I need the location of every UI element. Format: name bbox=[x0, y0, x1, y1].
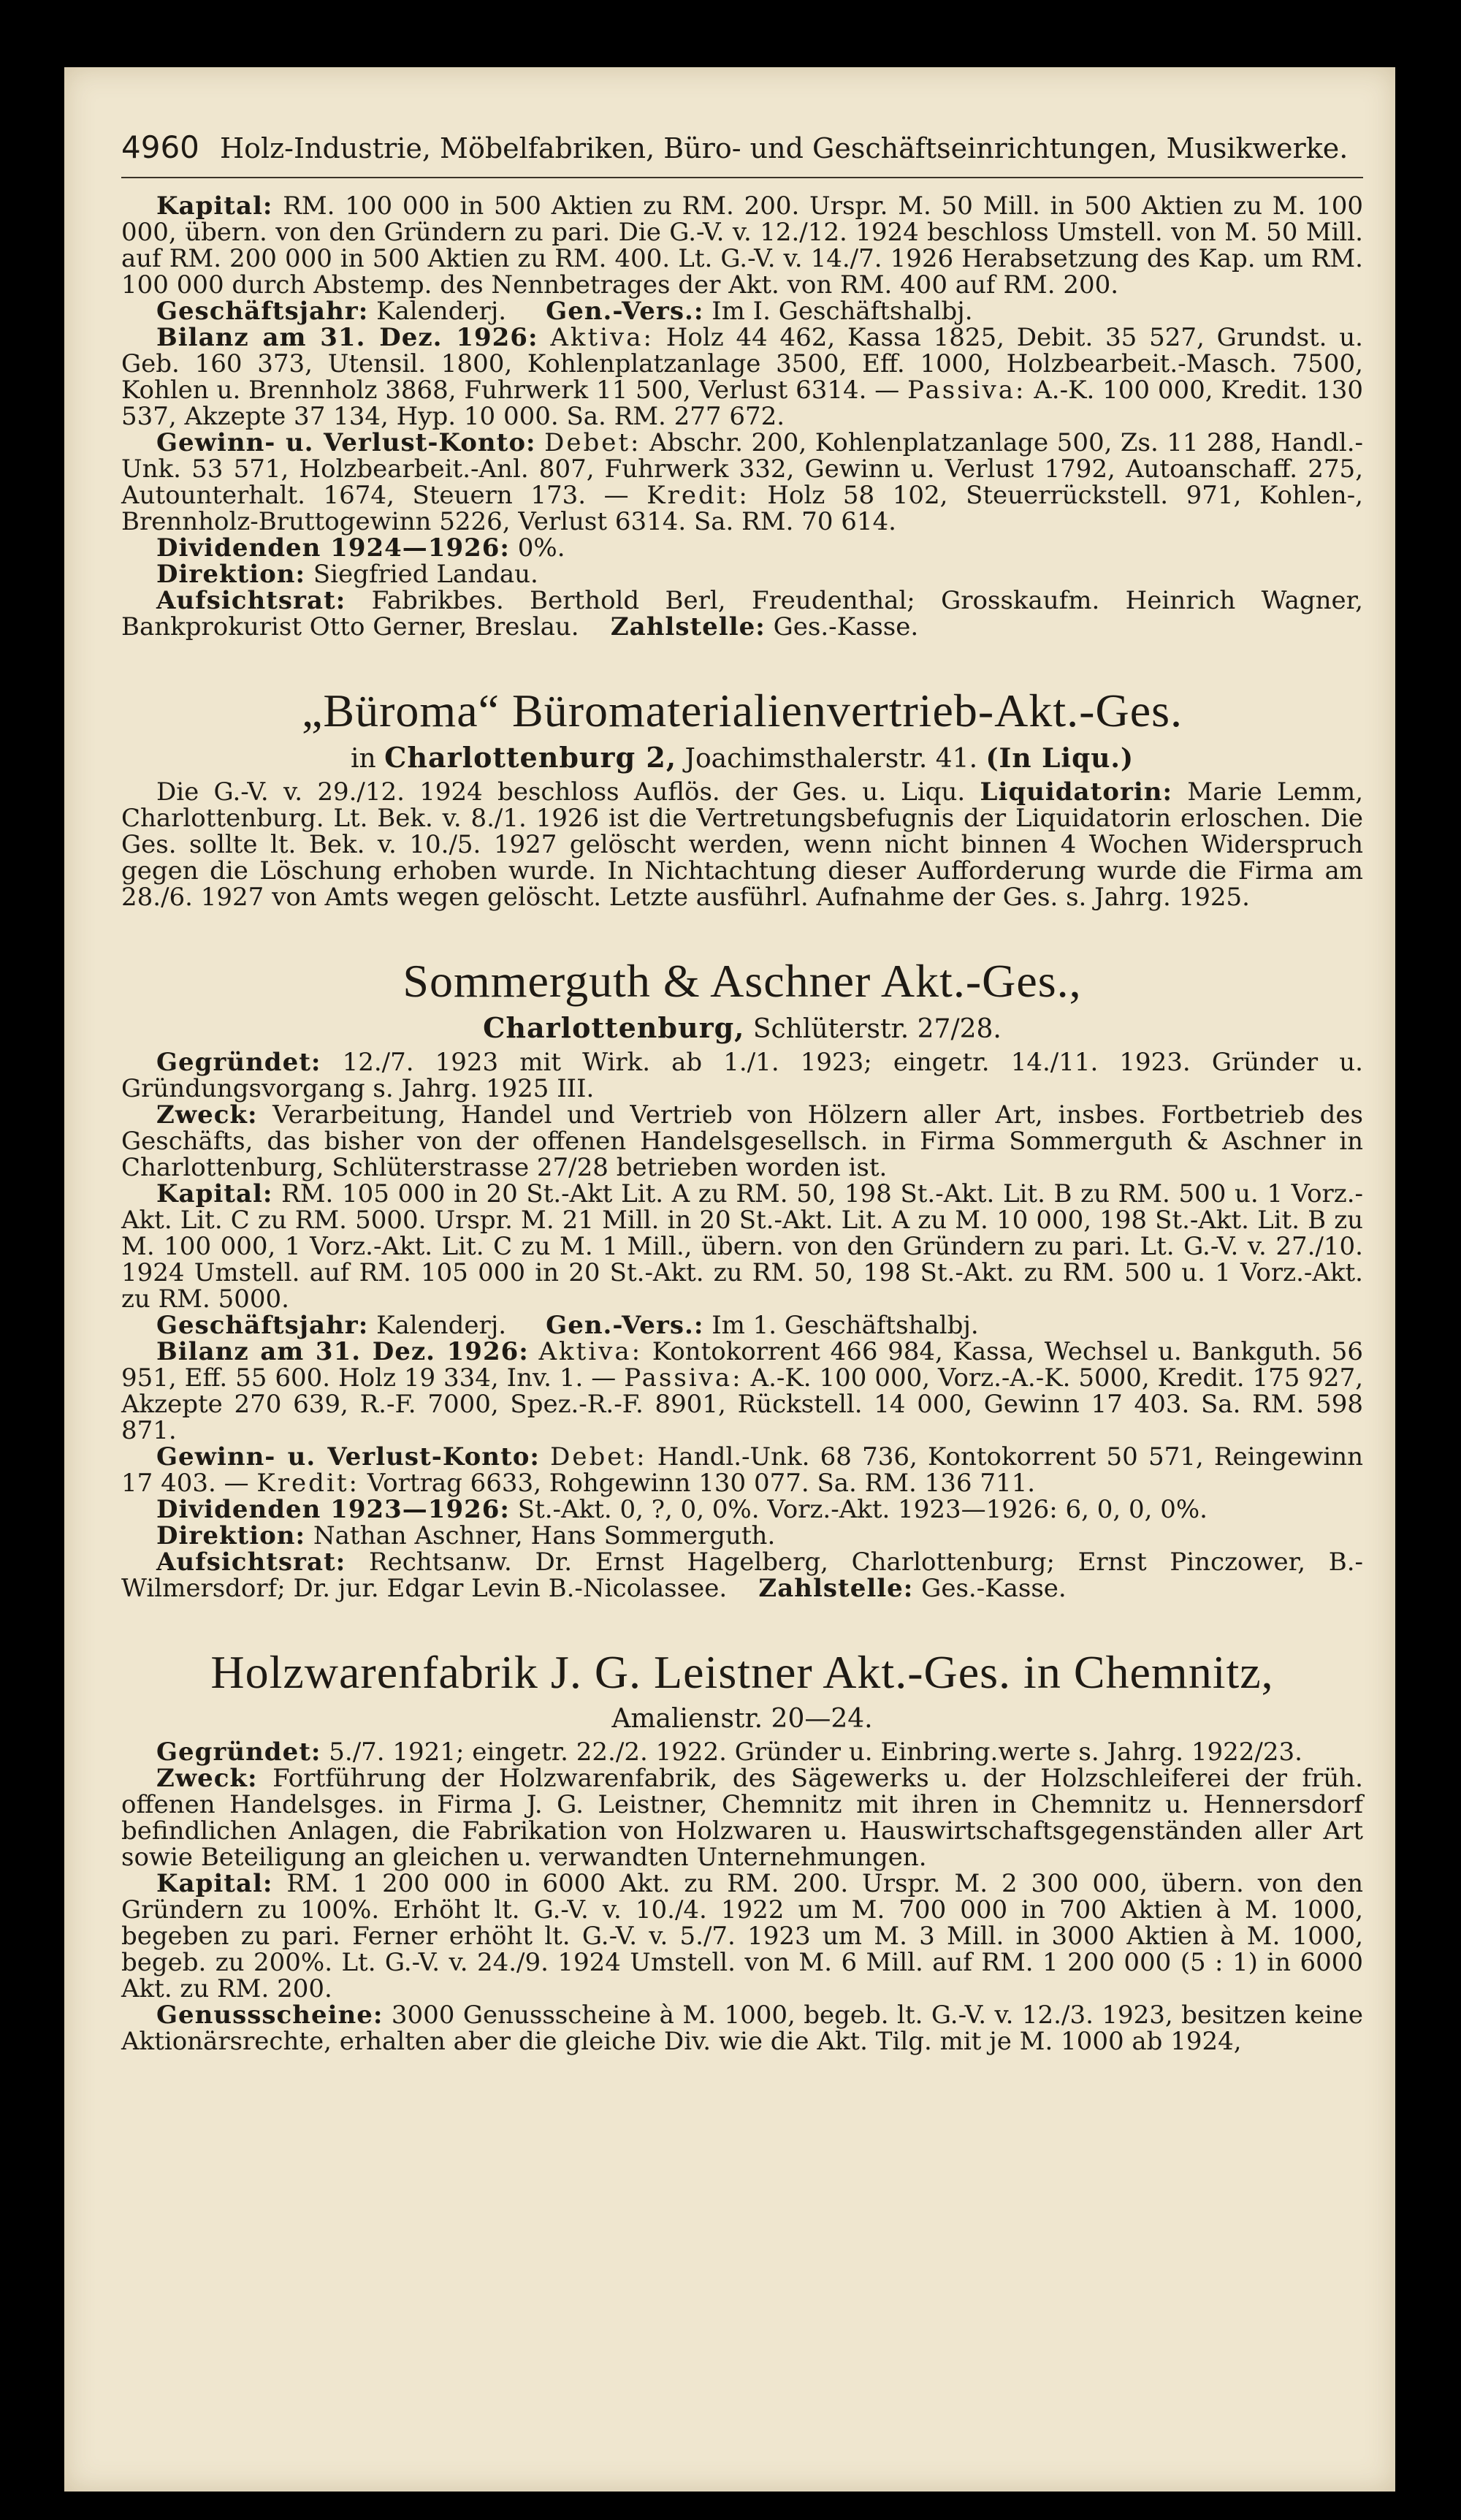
zweck-paragraph bbox=[121, 1765, 1363, 1870]
guv-paragraph bbox=[121, 430, 1363, 535]
gv-label: Gen.-Vers.: bbox=[546, 297, 704, 326]
kapital-label: Kapital: bbox=[156, 1179, 273, 1208]
genussscheine-paragraph bbox=[121, 2002, 1363, 2055]
kredit-label: Kredit: bbox=[646, 481, 749, 510]
dividenden-paragraph bbox=[121, 535, 1363, 561]
kapital-paragraph bbox=[121, 1181, 1363, 1312]
page-topic: Holz-Industrie, Möbelfabriken, Büro- und Geschäftseinrichtungen, Musikwerke. bbox=[219, 132, 1349, 164]
kapital-text: RM. 100 000 in 500 Aktien zu RM. 200. Urspr. M. 50 Mill. in 500 Aktien zu M. 100 000, übern. von den Gründern zu pari. Die G.-V. v. 12./12. 1924 beschloss Umstell. von M. 50 Mill. auf RM. 200 000 in 500 Aktien zu RM. 400. Lt. G.-V. v. 14./7. 1926 Herabsetzung des Kap. um RM. 100 000 durch Abstemp. des Nennbetrages der Akt. von RM. 400 auf RM. 200. bbox=[121, 191, 1363, 300]
page-number: 4960 bbox=[121, 129, 199, 165]
aufsichtsrat-paragraph bbox=[121, 1549, 1363, 1602]
gegr-text: 12./7. 1923 mit Wirk. ab 1./1. 1923; eingetr. 14./11. 1923. Gründer u. Gründungsvorgang s. Jahrg. 1925 III. bbox=[121, 1048, 1363, 1103]
debet-label: Debet: bbox=[550, 1442, 647, 1472]
passiva-label: Passiva: bbox=[624, 1363, 743, 1393]
aufsichtsrat-paragraph bbox=[121, 587, 1363, 640]
liquidation-paragraph bbox=[121, 779, 1363, 910]
ar-text: Fabrikbes. Berthold Berl, Freudenthal; Grosskaufm. Heinrich Wagner, Bankprokurist Otto Gerner, Breslau. bbox=[121, 586, 1363, 642]
scanned-page bbox=[64, 67, 1395, 2492]
passiva-label: Passiva: bbox=[907, 376, 1026, 405]
liq-label: Liquidatorin: bbox=[980, 777, 1173, 807]
zs-text: Ges.-Kasse. bbox=[921, 1574, 1067, 1603]
ar-label: Aufsichtsrat: bbox=[156, 586, 346, 615]
direktion-paragraph bbox=[121, 561, 1363, 587]
zweck-text: Fortführung der Holzwarenfabrik, des Sägewerks u. der Holzschleiferei der früh. offenen Handelsges. in Firma J. G. Leistner, Chemnitz mit ihren in Chemnitz u. Hennersdorf befindlichen Anlagen, die Fabrikation von Holzwaren u. Hauswirtschaftsgegenständen aller Art sowie Beteiligung an gleichen u. verwandten Unternehmungen. bbox=[121, 1764, 1363, 1872]
div-label: Dividenden 1924—1926: bbox=[156, 533, 510, 563]
liq-text: Marie Lemm, Charlottenburg. Lt. Bek. v. 8./1. 1926 ist die Vertretungsbefugnis der Liquidatorin erloschen. Die Ges. sollte lt. Bek. v. 10./5. 1927 gelöscht werden, wenn nicht binnen 4 Wochen Widerspruch gegen die Löschung erhoben wurde. In Nichtachtung dieser Aufforderung wurde die Firma am 28./6. 1927 von Amts wegen gelöscht. Letzte ausführl. Aufnahme der Ges. s. Jahrg. 1925. bbox=[121, 777, 1364, 912]
zs-label: Zahlstelle: bbox=[610, 612, 766, 642]
gegruendet-paragraph bbox=[121, 1739, 1363, 1765]
page-header bbox=[121, 129, 1363, 178]
gj-text: Kalenderj. bbox=[376, 297, 507, 326]
entry-bueroma bbox=[121, 684, 1363, 910]
zs-label: Zahlstelle: bbox=[758, 1574, 914, 1603]
gj-label: Geschäftsjahr: bbox=[156, 1311, 369, 1340]
gv-label: Gen.-Vers.: bbox=[546, 1311, 704, 1340]
zweck-label: Zweck: bbox=[156, 1100, 258, 1130]
aktiva-label: Aktiva: bbox=[538, 1337, 643, 1366]
firm-address: Joachimsthalerstr. 41. bbox=[684, 744, 978, 774]
firm-title: „Büroma“ Büromaterialienvertrieb-Akt.-Ges. bbox=[302, 685, 1183, 736]
gegr-label: Gegründet: bbox=[156, 1048, 321, 1077]
dir-text: Siegfried Landau. bbox=[313, 560, 538, 589]
bilanz-paragraph bbox=[121, 1339, 1363, 1444]
entry-continued bbox=[121, 193, 1363, 640]
kapital-paragraph bbox=[121, 193, 1363, 298]
kapital-text: RM. 1 200 000 in 6000 Akt. zu RM. 200. Urspr. M. 2 300 000, übern. von den Gründern zu 100%. Erhöht lt. G.-V. v. 10./4. 1922 um M. 700 000 in 700 Aktien à M. 1000, begeben zu pari. Ferner erhöht lt. G.-V. v. 5./7. 1923 um M. 3 Mill. in 3000 Aktien à M. 1000, begeb. zu 200%. Lt. G.-V. v. 24./9. 1924 Umstell. von M. 6 Mill. auf RM. 1 200 000 (5 : 1) in 6000 Akt. zu RM. 200. bbox=[121, 1869, 1363, 2003]
ar-text: Rechtsanw. Dr. Ernst Hagelberg, Charlottenburg; Ernst Pinczower, B.-Wilmersdorf; Dr. jur. Edgar Levin B.-Nicolassee. bbox=[121, 1548, 1363, 1603]
kredit-text: Vortrag 6633, Rohgewinn 130 077. Sa. RM. 136 711. bbox=[367, 1469, 1036, 1498]
kapital-label: Kapital: bbox=[156, 191, 273, 221]
bilanz-label: Bilanz am 31. Dez. 1926: bbox=[156, 1337, 529, 1366]
guv-label: Gewinn- u. Verlust-Konto: bbox=[156, 428, 536, 457]
genuss-text: 3000 Genussscheine à M. 1000, begeb. lt. G.-V. v. 12./3. 1923, besitzen keine Aktionärsrechte, erhalten aber die gleiche Div. wie die Akt. Tilg. mit je M. 1000 ab 1924, bbox=[121, 2001, 1363, 2056]
kapital-label: Kapital: bbox=[156, 1869, 273, 1898]
kredit-text: Holz 58 102, Steuerrückstell. 971, Kohlen-, Brennholz-Bruttogewinn 5226, Verlust 6314. Sa. RM. 70 614. bbox=[121, 481, 1363, 536]
div-text: St.-Akt. 0, ?, 0, 0%. Vorz.-Akt. 1923—1926: 6, 0, 0, 0%. bbox=[517, 1495, 1208, 1524]
firm-title: Sommerguth & Aschner Akt.-Ges., bbox=[403, 955, 1082, 1007]
kredit-label: Kredit: bbox=[256, 1469, 359, 1498]
aktiva-label: Aktiva: bbox=[550, 323, 654, 352]
zweck-paragraph bbox=[121, 1102, 1363, 1181]
geschaeftsjahr-paragraph bbox=[121, 298, 1363, 324]
aktiva-text: Holz 44 462, Kassa 1825, Debit. 35 527, Grundst. u. Geb. 160 373, Utensil. 1800, Kohlenplatzanlage 3500, Eff. 1000, Holzbearbeit.-Masch. 7500, Kohlen u. Brennholz 3868, Fuhrwerk 11 500, Verlust 6314. — bbox=[121, 323, 1363, 405]
firm-city: Charlottenburg 2, bbox=[384, 741, 677, 774]
debet-text: Handl.-Unk. 68 736, Kontokorrent 50 571, Reingewinn 17 403. — bbox=[121, 1442, 1363, 1498]
gv-text: Im I. Geschäftshalbj. bbox=[712, 297, 973, 326]
passiva-text: A.-K. 100 000, Vorz.-A.-K. 5000, Kredit. 175 927, Akzepte 270 639, R.-F. 7000, Spez.-R.-F. 8901, Rückstell. 14 000, Gewinn 17 403. Sa. RM. 598 871. bbox=[121, 1363, 1364, 1445]
gj-label: Geschäftsjahr: bbox=[156, 297, 369, 326]
entry-sommerguth bbox=[121, 954, 1363, 1602]
firm-address: Schlüterstr. 27/28. bbox=[752, 1014, 1002, 1044]
genuss-label: Genussscheine: bbox=[156, 2001, 384, 2030]
kapital-text: RM. 105 000 in 20 St.-Akt Lit. A zu RM. 50, 198 St.-Akt. Lit. B zu RM. 500 u. 1 Vorz.-Akt. Lit. C zu RM. 5000. Urspr. M. 21 Mill. in 20 St.-Akt. Lit. A zu M. 10 000, 198 St.-Akt. Lit. B zu M. 100 000, 1 Vorz.-Akt. Lit. C zu M. 1 Mill., übern. von den Gründern zu pari. Lt. G.-V. v. 27./10. 1924 Umstell. auf RM. 105 000 in 20 St.-Akt. zu RM. 50, 198 St.-Akt. zu RM. 500 u. 1 Vorz.-Akt. zu RM. 5000. bbox=[121, 1179, 1363, 1314]
debet-label: Debet: bbox=[544, 428, 641, 457]
debet-text: Abschr. 200, Kohlenplatzanlage 500, Zs. 11 288, Handl.-Unk. 53 571, Holzbearbeit.-Anl. 807, Fuhrwerk 332, Gewinn u. Verlust 1792, Autoanschaff. 275, Autounterhalt. 1674, Steuern 173. — bbox=[121, 428, 1364, 510]
gj-text: Kalenderj. bbox=[376, 1311, 507, 1340]
header-rule bbox=[121, 177, 1363, 178]
dividenden-paragraph bbox=[121, 1496, 1363, 1523]
liquidation-text: Die G.-V. v. 29./12. 1924 beschloss Auflös. der Ges. u. Liqu. bbox=[156, 777, 966, 807]
firm-address: Amalienstr. 20—24. bbox=[611, 1704, 873, 1734]
bilanz-label: Bilanz am 31. Dez. 1926: bbox=[156, 323, 538, 352]
dir-text: Nathan Aschner, Hans Sommerguth. bbox=[313, 1521, 776, 1550]
dir-label: Direktion: bbox=[156, 1521, 306, 1550]
zs-text: Ges.-Kasse. bbox=[773, 612, 919, 642]
kapital-paragraph bbox=[121, 1870, 1363, 2002]
aktiva-text: Kontokorrent 466 984, Kassa, Wechsel u. Bankguth. 56 951, Eff. 55 600. Holz 19 334, Inv. 1. — bbox=[121, 1337, 1363, 1393]
ar-label: Aufsichtsrat: bbox=[156, 1548, 346, 1577]
gegruendet-paragraph bbox=[121, 1049, 1363, 1102]
div-text: 0%. bbox=[517, 533, 565, 563]
passiva-text: A.-K. 100 000, Kredit. 130 537, Akzepte 37 134, Hyp. 10 000. Sa. RM. 277 672. bbox=[121, 376, 1363, 431]
geschaeftsjahr-paragraph bbox=[121, 1312, 1363, 1339]
firm-place bbox=[121, 741, 1363, 776]
zweck-label: Zweck: bbox=[156, 1764, 258, 1793]
guv-label: Gewinn- u. Verlust-Konto: bbox=[156, 1442, 540, 1472]
gegr-label: Gegründet: bbox=[156, 1737, 321, 1767]
div-label: Dividenden 1923—1926: bbox=[156, 1495, 510, 1524]
place-prefix: in bbox=[351, 744, 376, 774]
gv-text: Im 1. Geschäftshalbj. bbox=[712, 1311, 979, 1340]
firm-title: Holzwarenfabrik J. G. Leistner Akt.-Ges. in Chemnitz, bbox=[210, 1646, 1274, 1698]
guv-paragraph bbox=[121, 1444, 1363, 1496]
firm-place bbox=[121, 1702, 1363, 1736]
firm-status: (In Liqu.) bbox=[985, 743, 1134, 774]
bilanz-paragraph bbox=[121, 324, 1363, 430]
entry-leistner bbox=[121, 1645, 1363, 2055]
zweck-text: Verarbeitung, Handel und Vertrieb von Hölzern aller Art, insbes. Fortbetrieb des Geschäfts, das bisher von der offenen Handelsgesellsch. in Firma Sommerguth & Aschner in Charlottenburg, Schlüterstrasse 27/28 betrieben worden ist. bbox=[121, 1100, 1363, 1182]
firm-city: Charlottenburg, bbox=[483, 1011, 745, 1044]
dir-label: Direktion: bbox=[156, 560, 306, 589]
page-content bbox=[121, 129, 1364, 2056]
gegr-text: 5./7. 1921; eingetr. 22./2. 1922. Gründer u. Einbring.werte s. Jahrg. 1922/23. bbox=[329, 1737, 1302, 1767]
direktion-paragraph bbox=[121, 1523, 1363, 1549]
firm-place bbox=[121, 1011, 1363, 1046]
